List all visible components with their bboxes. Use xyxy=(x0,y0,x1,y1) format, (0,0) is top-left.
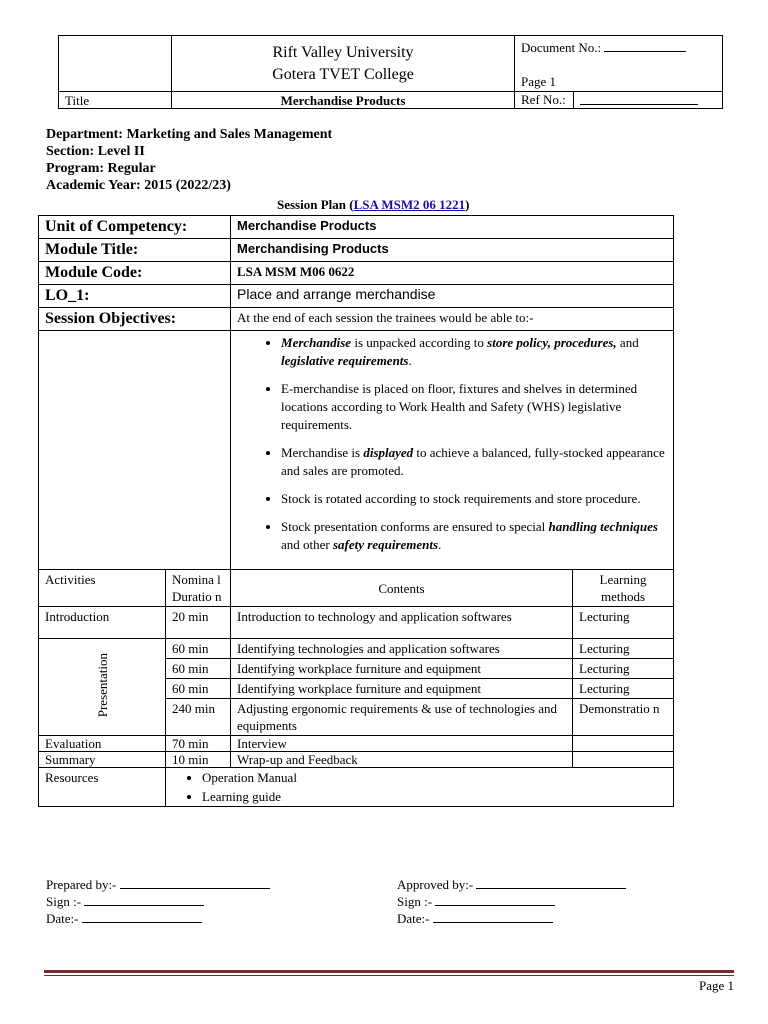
duration-cell: 60 min xyxy=(166,659,231,679)
resources-row xyxy=(39,768,674,807)
objectives-row xyxy=(39,308,674,331)
sign-label: Sign :- xyxy=(46,894,82,909)
duration-cell: 20 min xyxy=(166,607,231,639)
duration-header: Nomina l Duratio n xyxy=(166,570,231,607)
objectives-value: At the end of each session the trainees would be able to:- xyxy=(231,308,674,331)
resource-item: • Learning guide xyxy=(202,787,667,806)
method-cell: Lecturing xyxy=(573,679,674,699)
duration-cell: 60 min xyxy=(166,679,231,699)
methods-header: Learning methods xyxy=(573,570,674,607)
table-row xyxy=(39,607,674,639)
session-plan-link[interactable]: LSA MSM2 06 1221 xyxy=(353,197,466,212)
objective-item: • E-merchandise is placed on floor, fixtures and shelves in determined locations according to Work Health and Safety (WHS) legislative requirements. xyxy=(281,380,667,434)
unit-value: Merchandise Products xyxy=(231,216,674,239)
content-cell: Adjusting ergonomic requirements & use of technologies and equipments xyxy=(231,699,573,736)
course-meta xyxy=(46,126,332,194)
header-logo-cell xyxy=(59,36,172,92)
college-name: Gotera TVET College xyxy=(272,65,414,83)
section-line: Section: Level II xyxy=(46,144,145,159)
activity-cell: Summary xyxy=(39,752,166,768)
department-line: Department: Marketing and Sales Management xyxy=(46,127,333,142)
date-label: Date:- xyxy=(46,911,79,926)
activity-cell: Evaluation xyxy=(39,736,166,752)
table-row xyxy=(39,752,674,768)
activity-cell: Resources xyxy=(39,768,166,807)
duration-cell: 60 min xyxy=(166,639,231,659)
method-cell xyxy=(573,736,674,752)
method-cell: Lecturing xyxy=(573,607,674,639)
lo-value: Place and arrange merchandise xyxy=(231,285,674,308)
document-header-table xyxy=(58,35,723,109)
activity-cell: Introduction xyxy=(39,607,166,639)
header-institution-cell xyxy=(172,36,515,92)
academic-year-line: Academic Year: 2015 (2022/23) xyxy=(46,178,231,193)
objective-item: • Stock presentation conforms are ensured to special handling techniques and other safety requirements. xyxy=(281,518,667,554)
document-no-blank xyxy=(604,38,686,52)
sign-label: Sign :- xyxy=(397,894,433,909)
date-label: Date:- xyxy=(397,911,430,926)
activities-header: Activities xyxy=(39,570,166,607)
objectives-list xyxy=(237,334,667,554)
presentation-cell xyxy=(39,639,166,736)
objectives-list-cell xyxy=(231,331,674,570)
ref-no-blank xyxy=(580,92,698,105)
title-value: Merchandise Products xyxy=(172,92,515,109)
duration-cell: 240 min xyxy=(166,699,231,736)
module-title-value: Merchandising Products xyxy=(231,239,674,262)
content-cell: Identifying workplace furniture and equipment xyxy=(231,659,573,679)
footer-rule-thin xyxy=(44,975,734,976)
content-cell: Identifying technologies and application softwares xyxy=(231,639,573,659)
lo-row xyxy=(39,285,674,308)
session-plan-table xyxy=(38,215,674,807)
approved-signature-block xyxy=(397,876,626,927)
date-line xyxy=(82,910,202,923)
ref-no-label: Ref No.: xyxy=(521,92,566,107)
document-no-label: Document No.: xyxy=(521,40,602,55)
module-title-label: Module Title: xyxy=(39,239,231,262)
header-docno-cell xyxy=(515,36,723,92)
objective-item: • Merchandise is displayed to achieve a balanced, fully-stocked appearance and sales are promoted. xyxy=(281,444,667,480)
table-row xyxy=(39,736,674,752)
duration-cell: 10 min xyxy=(166,752,231,768)
session-plan-heading: Session Plan (LSA MSM2 06 1221) xyxy=(277,197,470,212)
objectives-list-row xyxy=(39,331,674,570)
objective-item: • Merchandise is unpacked according to store policy, procedures, and legislative requirements. xyxy=(281,334,667,370)
table-row xyxy=(39,639,674,659)
content-cell: Interview xyxy=(231,736,573,752)
module-code-label: Module Code: xyxy=(39,262,231,285)
prepared-by-label: Prepared by:- xyxy=(46,877,117,892)
content-cell: Identifying workplace furniture and equipment xyxy=(231,679,573,699)
approved-by-line xyxy=(476,876,626,889)
prepared-by-line xyxy=(120,876,270,889)
resource-item: • Operation Manual xyxy=(202,768,667,787)
contents-header: Contents xyxy=(231,570,573,607)
duration-cell: 70 min xyxy=(166,736,231,752)
unit-row xyxy=(39,216,674,239)
module-code-value: LSA MSM M06 0622 xyxy=(231,262,674,285)
presentation-label: Presentation xyxy=(94,652,110,718)
sign-line xyxy=(84,893,204,906)
resources-cell xyxy=(166,768,674,807)
resources-list xyxy=(172,768,667,806)
content-cell: Wrap-up and Feedback xyxy=(231,752,573,768)
method-cell: Demonstratio n xyxy=(573,699,674,736)
objective-item: • Stock is rotated according to stock requirements and store procedure. xyxy=(281,490,667,508)
table-header-row xyxy=(39,570,674,607)
date-line xyxy=(433,910,553,923)
footer-rule xyxy=(44,970,734,973)
ref-no-cell xyxy=(515,92,723,109)
university-name: Rift Valley University xyxy=(272,43,414,61)
unit-label: Unit of Competency: xyxy=(39,216,231,239)
objectives-label: Session Objectives: xyxy=(39,308,231,331)
module-code-row xyxy=(39,262,674,285)
footer-page-number: Page 1 xyxy=(698,978,734,993)
lo-label: LO_1: xyxy=(39,285,231,308)
prepared-signature-block xyxy=(46,876,270,927)
content-cell: Introduction to technology and application softwares xyxy=(231,607,573,639)
module-title-row xyxy=(39,239,674,262)
method-cell: Lecturing xyxy=(573,639,674,659)
title-label: Title xyxy=(59,92,172,109)
header-page-label: Page 1 xyxy=(521,74,557,89)
program-line: Program: Regular xyxy=(46,161,156,176)
sign-line xyxy=(435,893,555,906)
approved-by-label: Approved by:- xyxy=(397,877,474,892)
method-cell xyxy=(573,752,674,768)
method-cell: Lecturing xyxy=(573,659,674,679)
